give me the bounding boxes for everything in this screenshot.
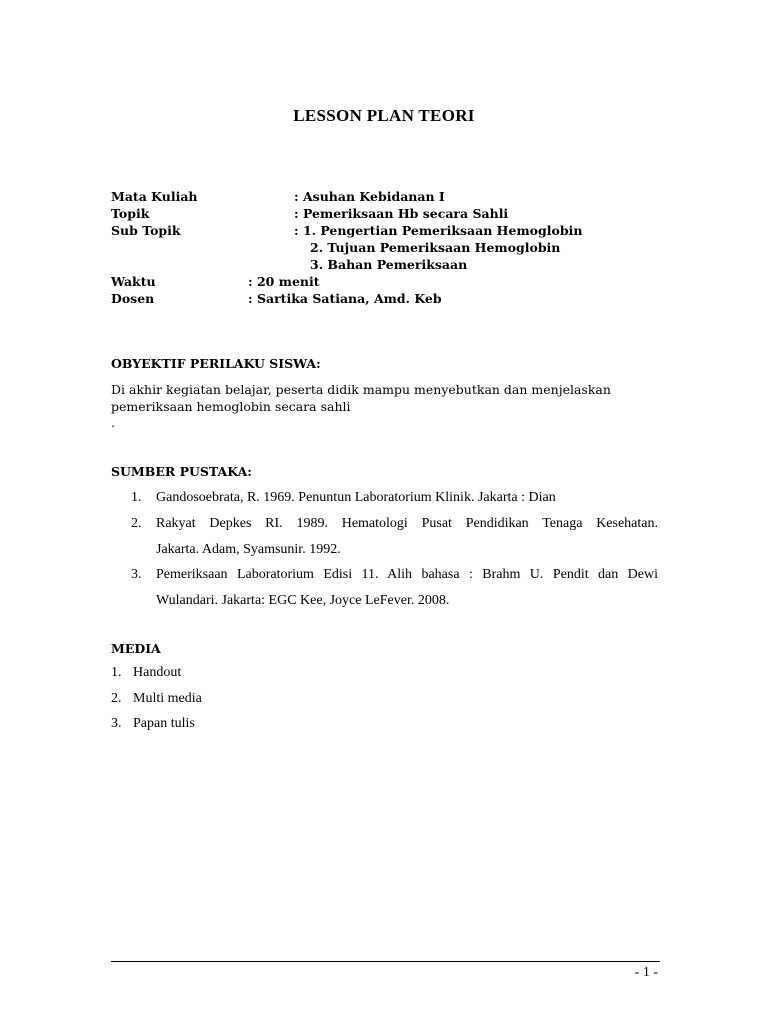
meta-label: Dosen xyxy=(111,291,155,306)
media-text: Papan tulis xyxy=(133,716,195,731)
meta-value: : Sartika Satiana, Amd. Keb xyxy=(248,291,442,306)
meta-value: : Asuhan Kebidanan I xyxy=(294,189,445,204)
media-text: Multi media xyxy=(133,691,202,706)
reference-line: Pemeriksaan Laboratorium Edisi 11. Alih bahasa : Brahm U. Pendit dan Dewi xyxy=(156,567,658,582)
meta-value: : Pemeriksaan Hb secara Sahli xyxy=(294,206,509,221)
meta-value: : 20 menit xyxy=(248,274,320,289)
reference-line: Rakyat Depkes RI. 1989. Hematologi Pusat Pendidikan Tenaga Kesehatan. xyxy=(156,516,658,531)
footer-rule xyxy=(111,961,660,962)
objektif-line: pemeriksaan hemoglobin secara sahli xyxy=(111,399,351,414)
meta-label: Topik xyxy=(111,206,150,221)
sub-topik-item: 2. Tujuan Pemeriksaan Hemoglobin xyxy=(310,240,561,255)
media-item xyxy=(111,665,181,681)
objektif-line: Di akhir kegiatan belajar, peserta didik mampu menyebutkan dan menjelaskan xyxy=(111,382,611,397)
reference-line: Jakarta. Adam, Syamsunir. 1992. xyxy=(156,542,341,557)
media-heading: MEDIA xyxy=(111,641,161,656)
objektif-line: . xyxy=(111,415,115,430)
media-text: Handout xyxy=(133,665,182,680)
meta-label: Waktu xyxy=(111,274,156,289)
reference-line: Gandosoebrata, R. 1969. Penuntun Laboratorium Klinik. Jakarta : Dian xyxy=(156,490,556,505)
meta-label: Mata Kuliah xyxy=(111,189,198,204)
sub-topik-item: : 1. Pengertian Pemeriksaan Hemoglobin xyxy=(294,223,583,238)
media-item xyxy=(111,716,195,732)
sumber-heading: SUMBER PUSTAKA: xyxy=(111,464,252,479)
reference-number: 2. xyxy=(131,516,142,531)
objektif-heading: OBYEKTIF PERILAKU SISWA: xyxy=(111,356,321,371)
reference-line: Wulandari. Jakarta: EGC Kee, Joyce LeFever. 2008. xyxy=(156,593,450,608)
page-title: LESSON PLAN TEORI xyxy=(293,106,475,125)
reference-number: 3. xyxy=(131,567,142,582)
page-number: - 1 - xyxy=(634,965,658,980)
media-number: 2. xyxy=(111,691,122,706)
media-item xyxy=(111,691,202,707)
meta-label: Sub Topik xyxy=(111,223,181,238)
media-number: 1. xyxy=(111,665,122,680)
media-number: 3. xyxy=(111,716,122,731)
reference-number: 1. xyxy=(131,490,142,505)
sub-topik-item: 3. Bahan Pemeriksaan xyxy=(310,257,468,272)
